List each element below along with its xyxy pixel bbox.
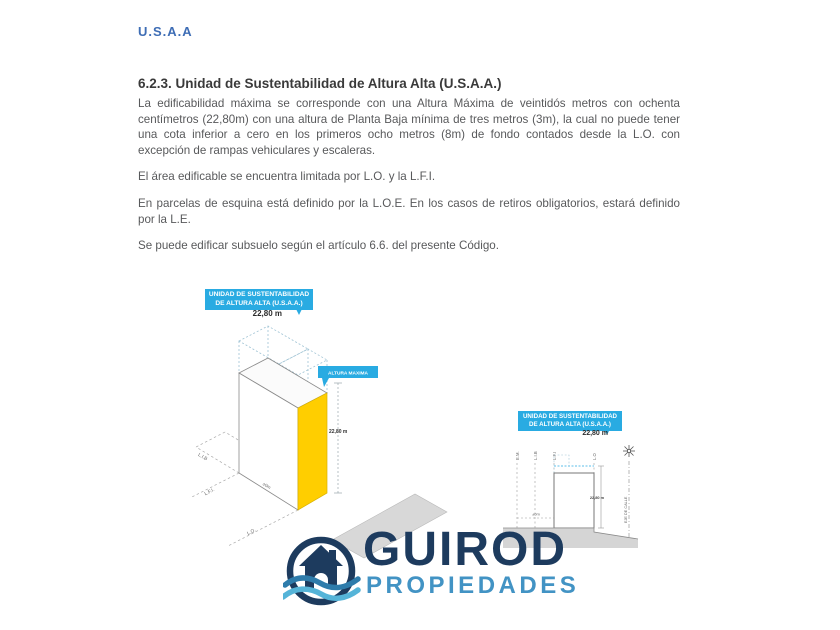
section-callout-line2: DE ALTURA ALTA (U.S.A.A.) [529,421,611,428]
building-section [554,473,594,528]
paragraph-1: La edificabilidad máxima se corresponde con una Altura Máxima de veintidós metros con ochenta centímetros (22,80m) con una altura de Planta Baja mínima de tres metros (3m), la cual no puede tener una cota inferior a cero en los primeros ocho metros (8m) de fondo contados desde la L.O. con excepción de rampas vehiculares y escaleras. [138,97,680,157]
axon-callout-height: 22,80 m [252,309,282,318]
axon-height-value: 22,80 m [329,429,348,435]
section-title: 6.2.3. Unidad de Sustentabilidad de Altura Alta (U.S.A.A.) [138,76,502,91]
street-axis [623,445,635,539]
axon-callout-line1: UNIDAD DE SUSTENTABILIDAD [208,291,310,298]
brand-name: GUIROD [363,523,567,576]
section-line-label-lib: L.I.B [533,451,538,460]
section-height-value: 22,80 m [589,495,605,500]
section-line-label-em: E.M. [515,451,520,460]
paragraph-2: El área edificable se encuentra limitada por L.O. y la L.F.I. [138,170,436,184]
page-header-code: U.S.A.A [138,24,193,39]
body-text [138,96,680,265]
axon-callout [205,289,313,310]
section-line-label-lo: L.O [592,453,597,460]
section-callout-height: 22,80 m [582,430,608,437]
section-line-label-lfi: L.F.I [552,452,557,460]
altura-maxima-tag [318,366,378,387]
axon-callout-pointer-icon [296,309,302,315]
street-axis-label: EJE DE CALLE [624,496,628,523]
height-dimension [329,383,348,493]
brand-tagline: PROPIEDADES [366,572,580,599]
lfi-line-label: L.F.I. [204,487,216,498]
logo-house-waves-icon [283,533,361,613]
highlighted-facade [298,393,327,510]
section-callout-line1: UNIDAD DE SUSTENTABILIDAD [522,413,618,420]
altura-maxima-label: ALTURA MAXIMA [328,371,368,377]
paragraph-4: Se puede edificar subsuelo según el artículo 6.6. del presente Código. [138,239,499,253]
lib-line-label: L.I.B [196,452,208,463]
ground-level-label: ±0m [261,481,272,491]
paragraph-3: En parcelas de esquina está definido por la L.O.E. En los casos de retiros obligatorios, estará definido por la L.E. [138,196,680,226]
street-axis-symbol-icon [623,445,635,457]
watermark-logo [283,523,583,615]
axon-callout-line2: DE ALTURA ALTA (U.S.A.A.) [215,299,303,307]
zero-level-label: ±0m [532,511,540,517]
building-volume [239,358,327,510]
lo-line-label: L.O. [246,528,257,537]
